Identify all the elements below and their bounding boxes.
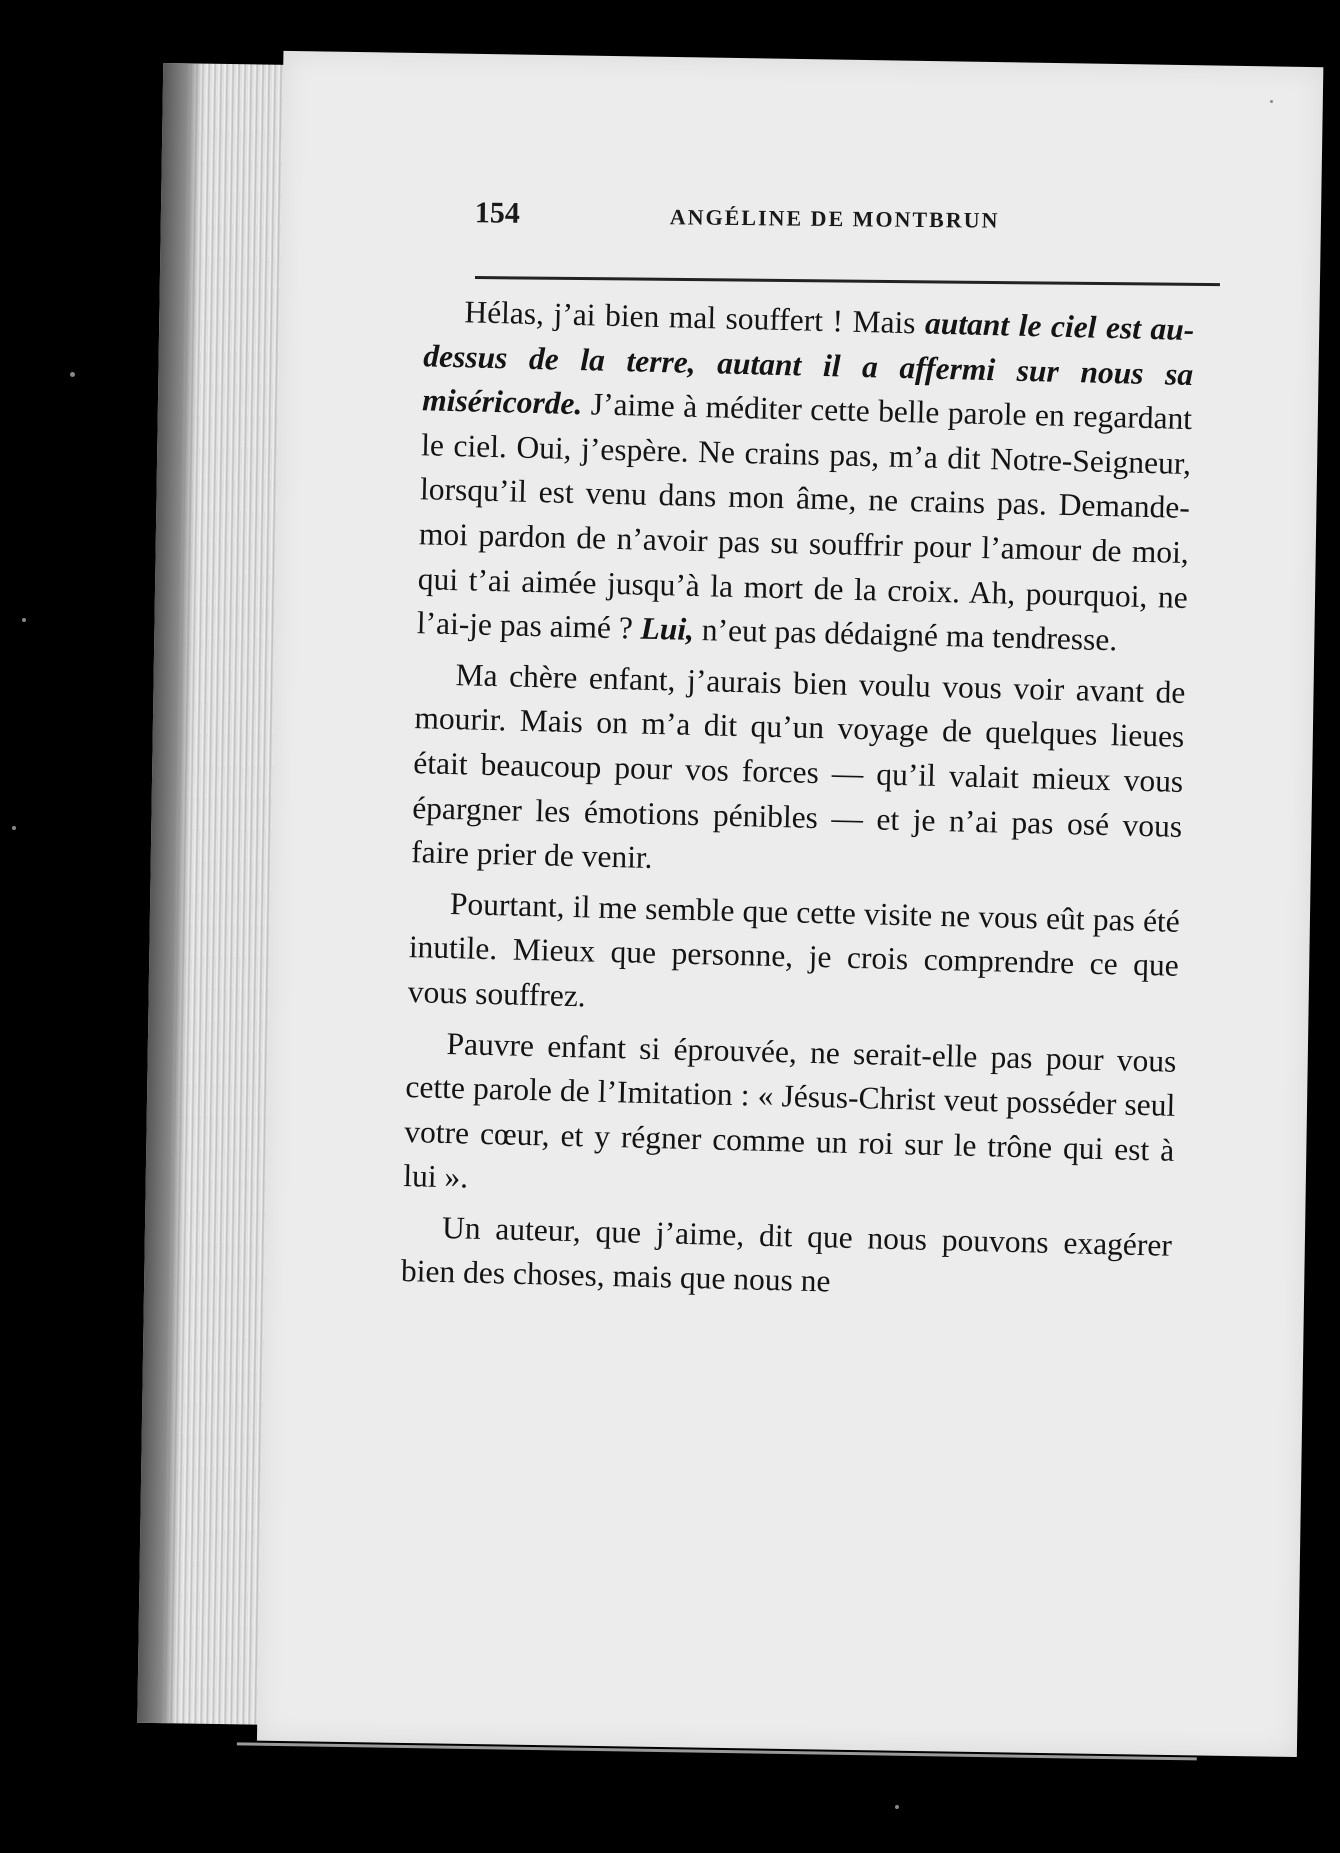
speck [895, 1805, 899, 1809]
italic-text: Lui, [640, 610, 695, 648]
paragraph-p2 [411, 652, 1186, 894]
paragraph-p5 [400, 1205, 1172, 1313]
speck [22, 618, 26, 622]
italic-text: autant le ciel est au-dessus de la terre, autant il a affermi sur nous sa miséricorde. [421, 305, 1195, 422]
speck [70, 372, 75, 377]
running-title: ANGÉLINE DE MONTBRUN [669, 204, 1000, 233]
text-segment: Pauvre enfant si éprouvée, ne serait-elle pas pour vous cette parole de l’Imitation : « Jésus-Christ veut posséder seul votre cœur, et y régner comme un roi sur le trône qui est à lui ». [402, 1025, 1177, 1195]
text-segment: J’aime à méditer cette belle parole en regardant le ciel. Oui, j’espère. Ne crains pas, m’a dit Notre-Seigneur, lorsqu’il est venu dans mon âme, ne crains pas. Demande-moi pardon de n’avoir pas su souffrir pour l’amour de moi, qui t’ai aimée jusqu’à la mort de la croix. Ah, pourquoi, ne l’ai-je pas aimé ? [416, 386, 1193, 646]
text-segment: n’eut pas dédaigné ma tendresse. [693, 612, 1118, 658]
text-segment: Hélas, j’ai bien mal souffert ! Mais [464, 294, 926, 341]
paragraph-p4 [403, 1021, 1177, 1218]
speck [12, 826, 16, 830]
text-segment: Pourtant, il me semble que cette visite ne vous eût pas été inutile. Mieux que personne, je crois comprendre ce que vous souffrez. [407, 885, 1181, 1014]
paragraph-p3 [407, 881, 1180, 1034]
body-text [400, 289, 1194, 1319]
speck [1270, 100, 1273, 103]
page-header [354, 195, 1214, 254]
text-segment: Un auteur, que j’aime, dit que nous pouvons exagérer bien des choses, mais que nous ne [400, 1209, 1173, 1299]
paragraph-p1 [416, 289, 1194, 664]
page-number: 154 [474, 196, 520, 230]
text-segment: Ma chère enfant, j’aurais bien voulu vous voir avant de mourir. Mais on m’a dit qu’un voyage de quelques lieues était beaucoup pour vos forces — qu’il valait mieux vous épargner les émotions pénibles — et je n’ai pas osé vous faire prier de venir. [410, 656, 1186, 876]
